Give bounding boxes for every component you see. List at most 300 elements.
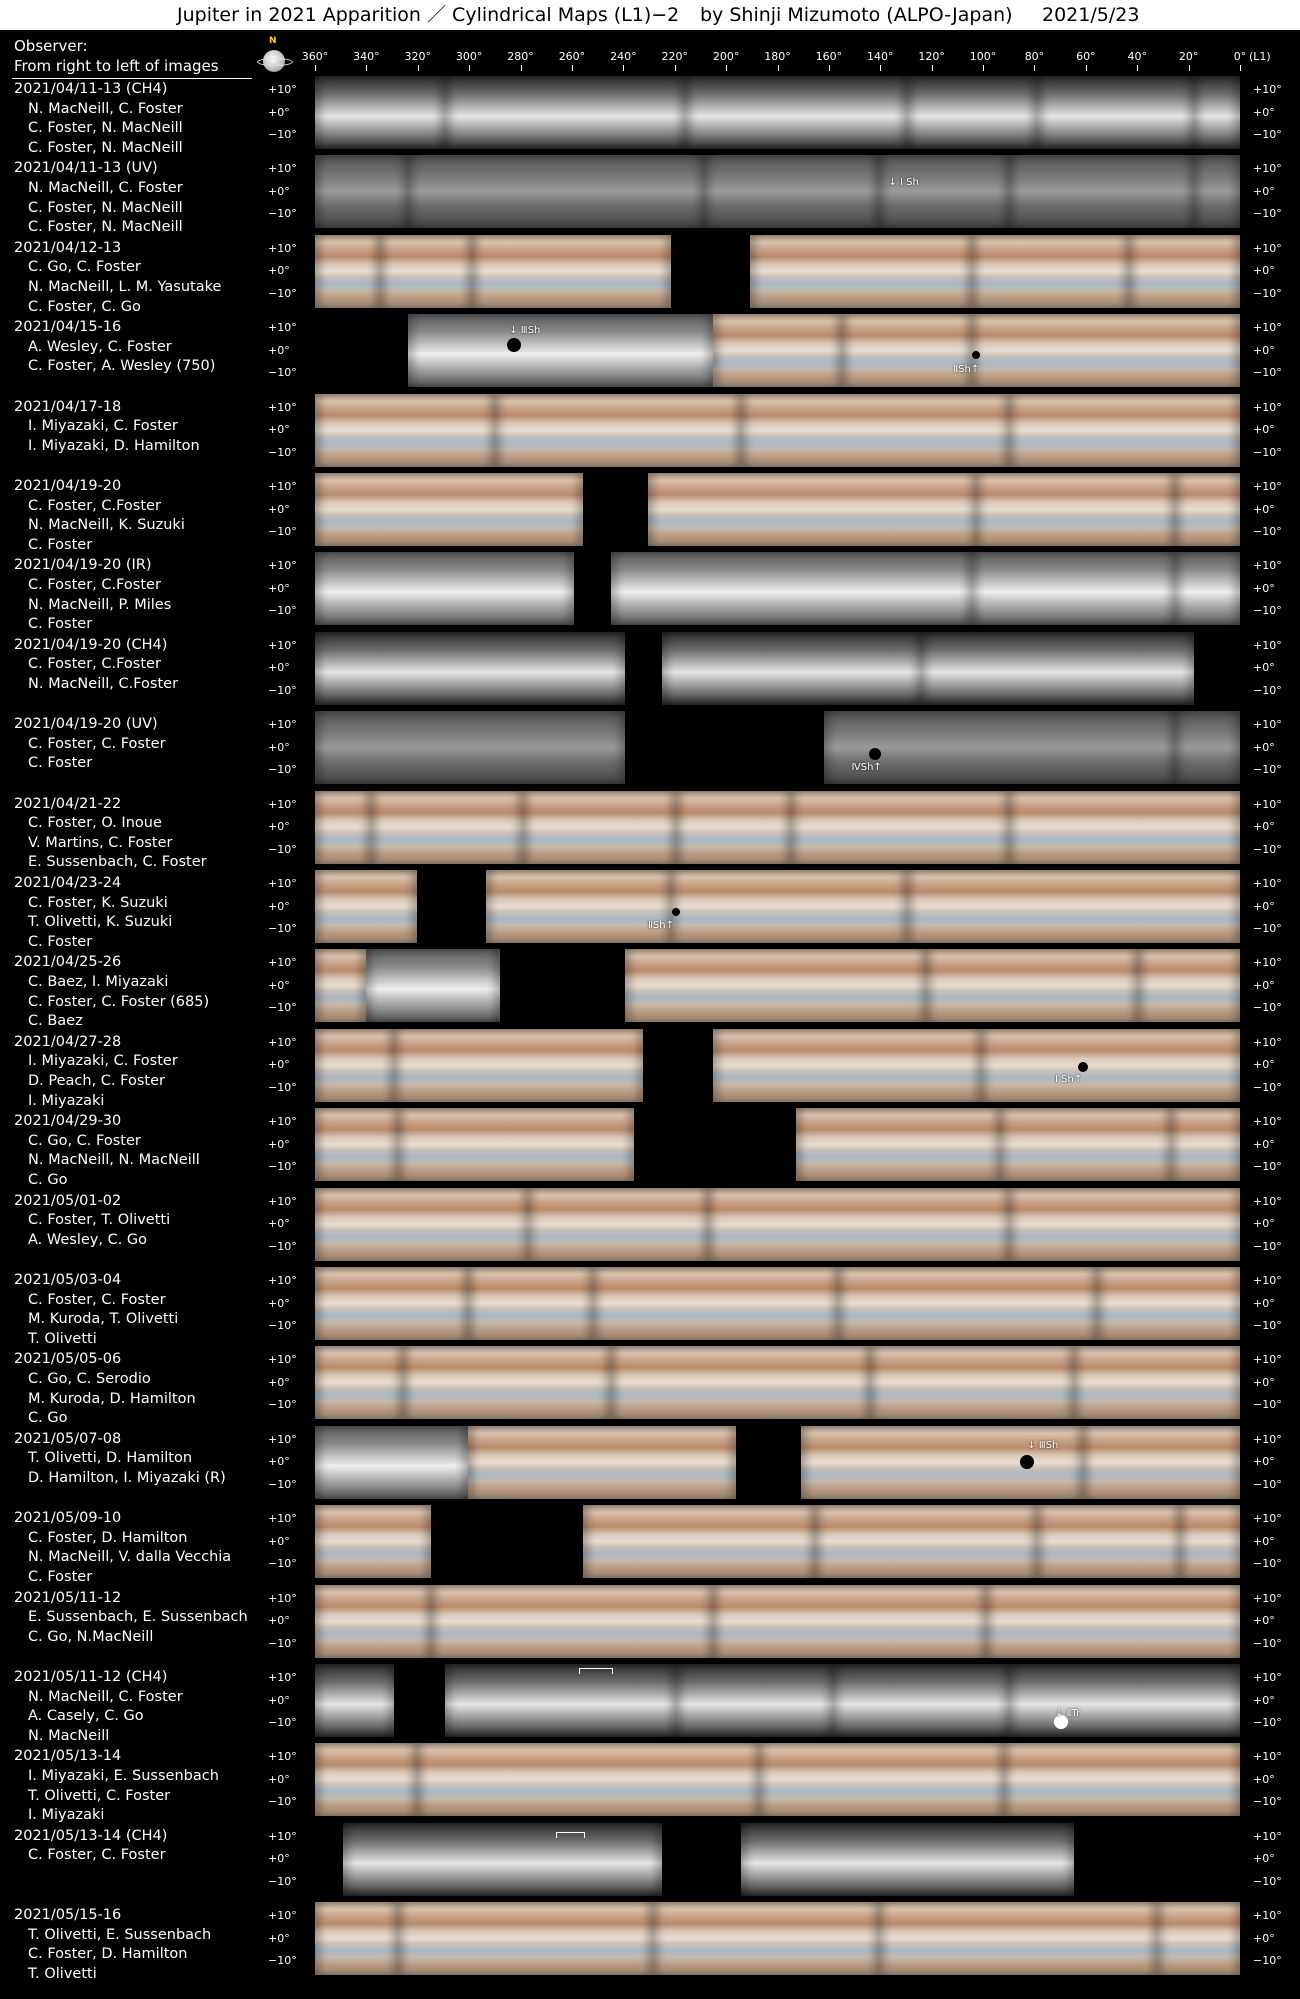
longitude-tick xyxy=(521,65,522,71)
latitude-label-right: +10° xyxy=(1253,480,1282,493)
feature-bracket xyxy=(579,1668,613,1674)
latitude-label-right: −10° xyxy=(1253,207,1282,221)
longitude-system-label: (L1) xyxy=(1249,50,1271,63)
map-image-segment xyxy=(315,1664,394,1737)
latitude-label-right: +0° xyxy=(1253,1931,1275,1945)
map-image-segment xyxy=(371,791,524,864)
map-image-segment xyxy=(671,870,907,943)
map-image-segment xyxy=(408,155,704,228)
latitude-label-left: +0° xyxy=(268,1455,290,1469)
latitude-label-right: +0° xyxy=(1253,343,1275,357)
observer-names: C. Foster xyxy=(28,755,93,772)
map-image-segment xyxy=(468,1267,593,1340)
latitude-label-left: −10° xyxy=(268,445,297,459)
latitude-label-left: +0° xyxy=(268,1614,290,1628)
observation-entry xyxy=(14,239,221,317)
observation-entry xyxy=(14,159,183,237)
latitude-label-right: −10° xyxy=(1253,842,1282,856)
latitude-label-left: +0° xyxy=(268,105,290,119)
observer-names: C. Foster, N. MacNeill xyxy=(28,219,183,236)
latitude-label-right: +10° xyxy=(1253,1829,1282,1843)
latitude-label-left: +0° xyxy=(268,343,290,357)
latitude-label-right: −10° xyxy=(1253,1557,1282,1571)
observer-names: I. Miyazaki, D. Hamilton xyxy=(28,437,200,454)
observation-entry xyxy=(14,1668,183,1746)
latitude-label-left: +0° xyxy=(268,581,290,595)
latitude-label-left: −10° xyxy=(268,286,297,300)
observer-names: C. Baez, I. Miyazaki xyxy=(28,973,169,990)
observer-names: A. Wesley, C. Foster xyxy=(28,338,172,355)
latitude-label-right: +10° xyxy=(1253,321,1282,335)
map-image-segment xyxy=(1194,76,1240,149)
feature-bracket xyxy=(556,1832,586,1838)
satellite-annotation: Ⅰ Sh↑ xyxy=(1055,1074,1083,1086)
map-image-segment xyxy=(676,1664,833,1737)
observer-names: T. Olivetti, C. Foster xyxy=(28,1787,171,1804)
observer-names: C. Go, N.MacNeill xyxy=(28,1628,154,1645)
latitude-label-right: −10° xyxy=(1253,286,1282,300)
map-image-segment xyxy=(523,791,676,864)
latitude-label-left: +10° xyxy=(268,1671,297,1684)
observation-date: 2021/04/17-18 xyxy=(14,398,122,415)
observer-names: N. MacNeill, C. Foster xyxy=(28,1688,183,1705)
observer-names: T. Olivetti, E. Sussenbach xyxy=(28,1926,212,1943)
latitude-label-left: +0° xyxy=(268,423,290,437)
latitude-label-left: −10° xyxy=(268,842,297,856)
latitude-label-left: +0° xyxy=(268,820,290,834)
latitude-label-right: +0° xyxy=(1253,1534,1275,1548)
map-image-segment xyxy=(750,235,972,308)
observation-entry xyxy=(14,874,172,952)
longitude-tick xyxy=(1240,65,1241,71)
observer-heading-note: From right to left of images xyxy=(14,57,219,75)
observer-names: C. Foster, N. MacNeill xyxy=(28,139,183,156)
map-image-segment xyxy=(676,791,792,864)
observation-date: 2021/05/11-12 xyxy=(14,1589,122,1606)
latitude-label-left: −10° xyxy=(268,683,297,697)
cylindrical-map-strip xyxy=(315,394,1240,467)
observer-names: C. Foster, T. Olivetti xyxy=(28,1212,171,1229)
map-image-segment xyxy=(1074,1346,1241,1419)
latitude-label-right: +0° xyxy=(1253,581,1275,595)
observation-entry xyxy=(14,1747,219,1825)
map-image-segment xyxy=(838,1267,1097,1340)
observation-date: 2021/04/19-20 xyxy=(14,478,122,494)
observer-heading-label: Observer: xyxy=(14,37,88,55)
observation-entry xyxy=(14,318,215,377)
observer-names: C. Foster, C. Foster xyxy=(28,1847,166,1864)
map-image-segment xyxy=(315,1902,398,1975)
latitude-label-right: −10° xyxy=(1253,604,1282,618)
cylindrical-map-strip xyxy=(315,791,1240,864)
observer-names: C. Foster, C. Foster xyxy=(28,735,166,752)
latitude-label-right: +10° xyxy=(1253,1671,1282,1684)
observer-names: N. MacNeill, C.Foster xyxy=(28,675,179,692)
observer-names: T. Olivetti, D. Hamilton xyxy=(28,1450,193,1467)
map-image-segment xyxy=(713,1585,986,1658)
map-image-segment xyxy=(648,473,976,546)
map-image-segment xyxy=(907,870,1240,943)
latitude-label-right: +10° xyxy=(1253,559,1282,573)
map-image-segment xyxy=(972,235,1129,308)
latitude-label-right: +10° xyxy=(1253,877,1282,890)
latitude-label-left: −10° xyxy=(268,604,297,618)
latitude-label-left: +0° xyxy=(268,1058,290,1072)
observer-names: C. Foster, N. MacNeill xyxy=(28,199,183,216)
latitude-label-right: +0° xyxy=(1253,899,1275,913)
observer-names: C. Foster, A. Wesley (750) xyxy=(28,358,216,375)
latitude-label-left: +10° xyxy=(268,559,297,573)
longitude-tick xyxy=(829,65,830,71)
cylindrical-map-strip xyxy=(315,1346,1240,1419)
latitude-label-left: +10° xyxy=(268,321,297,335)
cylindrical-map-strip xyxy=(315,1267,1240,1340)
satellite-shadow xyxy=(1078,1062,1088,1072)
observer-names: C. Foster, N. MacNeill xyxy=(28,120,183,137)
latitude-label-right: +10° xyxy=(1253,400,1282,414)
latitude-label-right: −10° xyxy=(1253,1160,1282,1174)
map-image-segment xyxy=(315,1585,431,1658)
observer-names: N. MacNeill, V. dalla Vecchia xyxy=(28,1549,232,1566)
observation-entry xyxy=(14,953,209,1031)
map-image-segment xyxy=(1009,1188,1240,1261)
observer-names: C. Foster, C.Foster xyxy=(28,497,161,514)
latitude-label-right: +10° xyxy=(1253,718,1282,732)
cylindrical-map-strip xyxy=(315,155,1240,228)
latitude-label-left: +10° xyxy=(268,877,297,890)
longitude-tick-label: 100° xyxy=(969,50,997,63)
latitude-label-right: +0° xyxy=(1253,978,1275,992)
latitude-label-left: −10° xyxy=(268,1477,297,1491)
map-image-segment xyxy=(315,1029,394,1102)
observation-entry xyxy=(14,1430,226,1489)
latitude-label-right: +0° xyxy=(1253,1852,1275,1866)
map-image-segment xyxy=(870,1346,1074,1419)
observer-heading xyxy=(14,36,219,76)
map-image-segment xyxy=(495,394,740,467)
latitude-label-right: −10° xyxy=(1253,1477,1282,1491)
latitude-label-left: +10° xyxy=(268,797,297,811)
map-image-segment xyxy=(1009,155,1194,228)
observation-date: 2021/04/15-16 xyxy=(14,319,122,336)
longitude-tick-label: 220° xyxy=(661,50,688,63)
longitude-tick-label: 60° xyxy=(1076,50,1096,63)
latitude-label-left: +10° xyxy=(268,1115,297,1129)
longitude-tick-label: 40° xyxy=(1127,50,1147,63)
observer-names: C. Go, C. Foster xyxy=(28,1132,141,1149)
latitude-label-left: −10° xyxy=(268,1001,297,1015)
observer-names: C. Foster xyxy=(28,616,93,633)
longitude-tick xyxy=(315,65,316,71)
latitude-label-left: −10° xyxy=(268,128,297,141)
observer-names: N. MacNeill, L. M. Yasutake xyxy=(28,278,222,295)
cylindrical-map-strip xyxy=(315,1505,1240,1578)
longitude-tick xyxy=(983,65,984,71)
latitude-label-left: +10° xyxy=(268,1591,297,1605)
longitude-tick xyxy=(1034,65,1035,71)
latitude-label-right: +10° xyxy=(1253,1750,1282,1764)
map-image-segment xyxy=(315,552,574,625)
latitude-label-left: −10° xyxy=(268,922,297,935)
observer-names: I. Miyazaki, C. Foster xyxy=(28,418,178,435)
longitude-tick-label: 320° xyxy=(404,50,432,63)
observation-date: 2021/04/12-13 xyxy=(14,239,122,256)
latitude-label-left: +0° xyxy=(268,1693,290,1707)
map-image-segment xyxy=(315,394,495,467)
latitude-label-left: +10° xyxy=(268,1353,297,1367)
map-image-segment xyxy=(791,791,1008,864)
latitude-label-left: −10° xyxy=(268,1160,297,1174)
latitude-label-left: −10° xyxy=(268,1319,297,1332)
map-image-segment xyxy=(417,1743,759,1816)
latitude-label-right: +0° xyxy=(1253,1058,1275,1072)
latitude-label-right: +0° xyxy=(1253,1375,1275,1389)
latitude-label-left: +10° xyxy=(268,1194,297,1208)
latitude-label-left: +10° xyxy=(268,1035,297,1049)
map-image-segment xyxy=(972,314,1240,387)
map-image-segment xyxy=(842,314,972,387)
latitude-label-right: +10° xyxy=(1253,1432,1282,1446)
observer-names: C. Foster, C. Go xyxy=(28,298,141,315)
latitude-label-left: −10° xyxy=(268,1557,297,1571)
longitude-tick-label: 240° xyxy=(610,50,637,63)
latitude-label-left: −10° xyxy=(268,525,297,538)
latitude-label-left: −10° xyxy=(268,1954,297,1968)
latitude-label-right: +10° xyxy=(1253,1194,1282,1208)
map-image-segment xyxy=(472,235,671,308)
longitude-tick-label: 80° xyxy=(1024,50,1045,63)
latitude-label-left: +10° xyxy=(268,162,297,176)
longitude-tick xyxy=(469,65,470,71)
map-image-segment xyxy=(611,1346,870,1419)
satellite-shadow xyxy=(507,338,521,352)
map-image-segment xyxy=(366,949,500,1022)
observer-names: C. Go xyxy=(28,1171,68,1188)
cylindrical-map-strip xyxy=(315,1426,1240,1499)
latitude-label-right: +0° xyxy=(1253,820,1275,834)
map-image-segment xyxy=(315,235,380,308)
longitude-tick-label: 260° xyxy=(558,50,586,63)
observation-date: 2021/05/13-14 (CH4) xyxy=(14,1827,168,1844)
map-image-segment xyxy=(315,155,408,228)
observation-date: 2021/04/19-20 (IR) xyxy=(14,557,152,574)
map-image-segment xyxy=(398,1902,652,1975)
latitude-label-right: −10° xyxy=(1253,1636,1282,1650)
map-image-segment xyxy=(801,1426,1083,1499)
map-image-segment xyxy=(704,155,880,228)
latitude-label-right: +10° xyxy=(1253,638,1282,652)
observation-entry xyxy=(14,556,171,634)
observation-entry xyxy=(14,1827,167,1866)
latitude-label-left: +10° xyxy=(268,1909,297,1923)
latitude-label-left: −10° xyxy=(268,1795,297,1809)
cylindrical-map-strip xyxy=(315,1585,1240,1658)
observer-names: C. Foster, D. Hamilton xyxy=(28,1946,188,1963)
map-image-segment xyxy=(1194,155,1240,228)
observer-names: C. Foster xyxy=(28,1568,93,1585)
latitude-label-left: +0° xyxy=(268,1534,290,1548)
observer-names: C. Foster xyxy=(28,933,93,950)
observer-names: D. Hamilton, I. Miyazaki (R) xyxy=(28,1469,226,1486)
map-image-segment xyxy=(708,1188,1009,1261)
observation-date: 2021/05/13-14 xyxy=(14,1748,122,1765)
latitude-label-left: +0° xyxy=(268,1931,290,1945)
latitude-label-left: +10° xyxy=(268,718,297,732)
latitude-label-right: +0° xyxy=(1253,1217,1275,1231)
longitude-tick xyxy=(675,65,676,71)
latitude-label-right: +0° xyxy=(1253,1455,1275,1469)
map-image-segment xyxy=(315,1743,417,1816)
cylindrical-map-strip xyxy=(315,1108,1240,1181)
latitude-label-right: +10° xyxy=(1253,1353,1282,1367)
map-image-segment xyxy=(394,1029,644,1102)
latitude-label-right: −10° xyxy=(1253,1795,1282,1809)
longitude-tick-label: 0° xyxy=(1233,50,1247,63)
map-image-segment xyxy=(431,1585,713,1658)
observer-names: C. Go, C. Serodio xyxy=(28,1370,151,1387)
cylindrical-map-strip xyxy=(315,1188,1240,1261)
latitude-label-left: −10° xyxy=(268,1716,297,1729)
latitude-label-left: −10° xyxy=(268,763,297,777)
observer-names: A. Wesley, C. Go xyxy=(28,1231,148,1248)
map-image-segment xyxy=(403,1346,611,1419)
map-image-segment xyxy=(1175,711,1240,784)
cylindrical-map-strip xyxy=(315,1823,1240,1896)
cylindrical-map-strip xyxy=(315,76,1240,149)
observer-names: I. Miyazaki xyxy=(28,1807,105,1824)
latitude-label-right: +0° xyxy=(1253,1772,1275,1786)
observation-date: 2021/05/01-02 xyxy=(14,1192,122,1209)
north-marker: N xyxy=(269,36,277,46)
map-image-segment xyxy=(1175,473,1240,546)
map-image-segment xyxy=(1009,791,1240,864)
latitude-label-left: +0° xyxy=(268,899,290,913)
map-image-segment xyxy=(759,1743,1004,1816)
map-image-segment xyxy=(1083,1426,1240,1499)
map-image-segment xyxy=(1037,1505,1180,1578)
latitude-label-left: +10° xyxy=(268,1274,297,1287)
map-image-segment xyxy=(815,1505,1037,1578)
latitude-label-left: +10° xyxy=(268,480,297,493)
latitude-label-right: +0° xyxy=(1253,264,1275,278)
latitude-label-left: −10° xyxy=(268,1636,297,1650)
map-image-segment xyxy=(445,76,686,149)
observation-entry xyxy=(14,715,166,774)
observation-date: 2021/05/11-12 (CH4) xyxy=(14,1669,168,1685)
observation-date: 2021/05/05-06 xyxy=(14,1351,122,1368)
map-image-segment xyxy=(879,155,1009,228)
map-image-segment xyxy=(1009,1664,1240,1737)
observer-names: C. Foster, C.Foster xyxy=(28,656,161,673)
cylindrical-map-strip xyxy=(315,632,1240,705)
latitude-label-left: +0° xyxy=(268,1137,290,1151)
satellite-annotation: ⅡSh↑ xyxy=(953,363,980,375)
map-image-segment xyxy=(611,552,972,625)
latitude-label-right: −10° xyxy=(1253,1716,1282,1729)
map-image-segment xyxy=(583,1505,814,1578)
longitude-tick xyxy=(1189,65,1190,71)
latitude-label-left: +0° xyxy=(268,978,290,992)
latitude-label-right: +0° xyxy=(1253,661,1275,675)
latitude-label-left: +0° xyxy=(268,1217,290,1231)
map-image-segment xyxy=(685,76,907,149)
latitude-label-left: +10° xyxy=(268,241,297,255)
latitude-label-right: −10° xyxy=(1253,128,1282,141)
latitude-label-right: −10° xyxy=(1253,1001,1282,1015)
observer-names: C. Foster xyxy=(28,536,93,553)
longitude-tick xyxy=(623,65,624,71)
map-image-segment xyxy=(981,1029,1240,1102)
observation-date: 2021/04/21-22 xyxy=(14,795,122,812)
longitude-tick-label: 280° xyxy=(507,50,534,63)
longitude-tick xyxy=(726,65,727,71)
cylindrical-map-strip xyxy=(315,1664,1240,1737)
observer-names: C. Foster, D. Hamilton xyxy=(28,1529,188,1546)
map-image-segment xyxy=(713,314,843,387)
observer-names: C. Foster, C. Foster xyxy=(28,1291,166,1308)
map-image-segment xyxy=(1037,76,1194,149)
observation-entry xyxy=(14,1192,170,1251)
longitude-tick xyxy=(1086,65,1087,71)
latitude-label-right: +10° xyxy=(1253,162,1282,176)
latitude-label-right: +10° xyxy=(1253,241,1282,255)
latitude-label-right: −10° xyxy=(1253,1954,1282,1968)
map-image-segment xyxy=(468,1426,736,1499)
jupiter-orientation-icon xyxy=(257,36,291,74)
observer-names: M. Kuroda, D. Hamilton xyxy=(28,1390,196,1407)
observation-entry xyxy=(14,80,183,158)
observation-entry xyxy=(14,1589,248,1648)
satellite-annotation: ↓ ⅢSh xyxy=(1027,1440,1059,1452)
observer-names: C. Foster, K. Suzuki xyxy=(28,894,168,911)
latitude-label-right: +0° xyxy=(1253,1693,1275,1707)
longitude-tick-label: 160° xyxy=(815,50,843,63)
observation-entry xyxy=(14,1350,196,1428)
map-image-segment xyxy=(315,1426,468,1499)
map-image-segment xyxy=(986,1585,1240,1658)
cylindrical-map-strip xyxy=(315,1743,1240,1816)
cylindrical-map-strip xyxy=(315,870,1240,943)
latitude-label-left: +0° xyxy=(268,264,290,278)
map-image-segment xyxy=(741,1823,1074,1896)
map-image-segment xyxy=(315,473,583,546)
cylindrical-map-strip xyxy=(315,235,1240,308)
observation-date: 2021/05/09-10 xyxy=(14,1510,122,1527)
latitude-label-left: −10° xyxy=(268,366,297,380)
map-image-segment xyxy=(315,1108,398,1181)
latitude-label-left: +10° xyxy=(268,1512,297,1526)
map-image-segment xyxy=(445,1664,676,1737)
map-image-segment xyxy=(398,1108,634,1181)
latitude-label-right: −10° xyxy=(1253,1080,1282,1094)
latitude-label-right: +0° xyxy=(1253,1296,1275,1310)
map-image-segment xyxy=(1129,235,1240,308)
observation-date: 2021/05/07-08 xyxy=(14,1430,122,1447)
longitude-tick xyxy=(778,65,779,71)
latitude-label-left: +10° xyxy=(268,1750,297,1764)
observation-date: 2021/04/27-28 xyxy=(14,1033,122,1050)
observation-date: 2021/04/11-13 (CH4) xyxy=(14,81,168,97)
latitude-label-left: −10° xyxy=(268,1080,297,1094)
latitude-label-right: +10° xyxy=(1253,797,1282,811)
latitude-label-right: −10° xyxy=(1253,763,1282,777)
satellite-annotation: ↓ ⅢSh xyxy=(509,325,541,337)
map-image-segment xyxy=(713,1029,981,1102)
observer-names: C. Go xyxy=(28,1410,68,1427)
observer-names: A. Casely, C. Go xyxy=(28,1708,144,1725)
latitude-label-left: +0° xyxy=(268,184,290,198)
latitude-label-left: −10° xyxy=(268,207,297,221)
